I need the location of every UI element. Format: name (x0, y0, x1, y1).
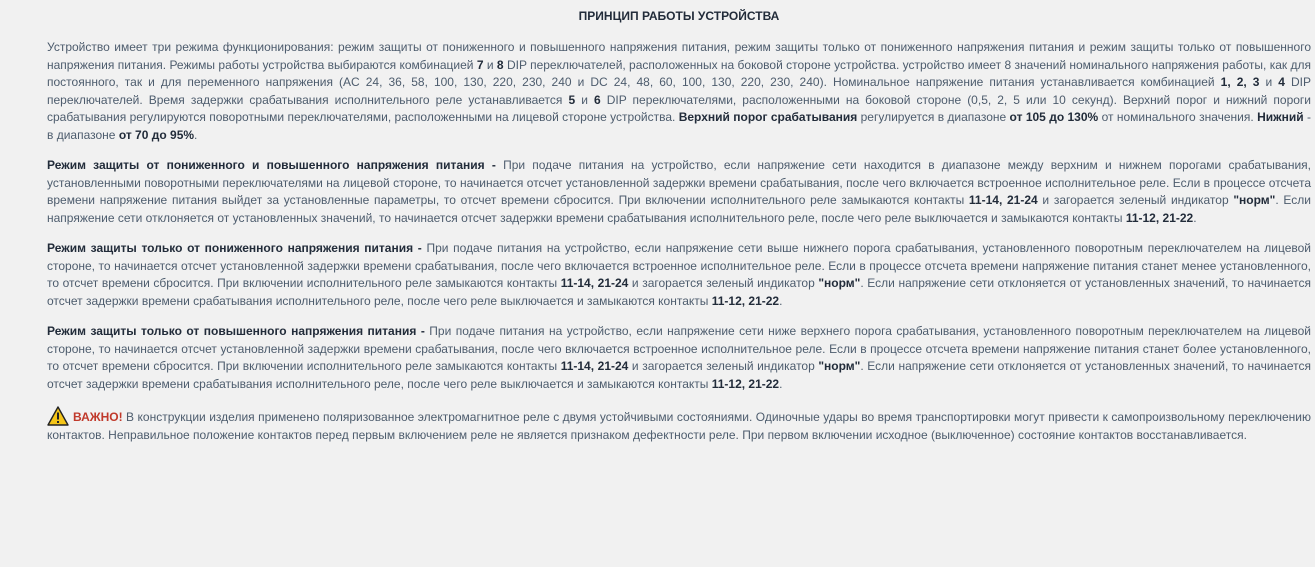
intro-text-2: и (483, 57, 497, 72)
mode-over-contacts-off: 11-12, 21-22 (711, 376, 780, 391)
warning-icon (47, 406, 69, 426)
intro-text-3: DIP переключателей, расположенных на боковой стороне устройства. устройство имеет 8 значений номинального напряжения работы, как для постоянного, так и для переменного напряжения (AC 24, 36, 58, 100, 130, 220, 230, 240 и DC 24, 48, 60, 100, 130, 220, 230, 240). Номинальное напряжение питания устанавливается комбинацией (47, 57, 1311, 89)
warning-paragraph (47, 406, 1311, 444)
intro-text-6: и (575, 92, 594, 107)
mode-over-paragraph (47, 323, 1311, 393)
intro-bold-6: 6 (593, 92, 601, 107)
mode-under-text-3: . Если напряжение сети отклоняется от установленных значений, то начинается отсчет задержки времени срабатывания исполнительного реле, после чего реле выключается и замыкаются контакты (47, 276, 1311, 308)
mode-under-indicator: "норм" (818, 276, 861, 290)
intro-text-1: Устройство имеет три режима функционирования: режим защиты от пониженного и повышенного напряжения питания, режим защиты только от пониженного напряжения питания и режим защиты только от повышенного напряжения питания. Режимы работы устройства выбираются комбинацией (47, 40, 1311, 72)
intro-bold-5: 5 (568, 92, 576, 107)
page-title: ПРИНЦИП РАБОТЫ УСТРОЙСТВА (578, 9, 780, 23)
intro-text-7: DIP переключателями, расположенными на боковой стороне (0,5, 2, 5 или 10 секунд). Верхний порог и нижний пороги срабатывания регулируются поворотными переключателями, расположенными на лицевой стороне устройства. (47, 92, 1312, 124)
mode-both-contacts-off: 11-12, 21-22 (1125, 210, 1194, 225)
mode-over-indicator: "норм" (818, 359, 861, 373)
intro-paragraph (47, 39, 1311, 144)
mode-under-text-4: . (779, 293, 783, 308)
intro-bold-2: 8 (496, 57, 504, 72)
intro-text-8: регулируется в диапазоне (857, 110, 1010, 124)
intro-text-11: . (194, 127, 198, 142)
mode-over-text-2: и загорается зеленый индикатор (628, 359, 819, 373)
mode-over-text-3: . Если напряжение сети отклоняется от установленных значений, то начинается отсчет задержки времени срабатывания исполнительного реле, после чего реле выключается и замыкаются контакты (47, 359, 1311, 391)
intro-text-9: от номинального значения. (1098, 110, 1258, 124)
mode-under-text-1: При подаче питания на устройство, если напряжение сети выше нижнего порога срабатывания, установленного поворотным переключателем на лицевой стороне, то начинается отсчет установленной задержки времени срабатывания, после чего включается встроенное исполнительное реле. Если в процессе отсчета времени напряжение питания станет менее установленного, то отсчет времени сбросится. При включении исполнительного реле замыкаются контакты (47, 241, 1311, 290)
warning-text: В конструкции изделия применено поляризованное электромагнитное реле с двумя устойчивыми состояниями. Одиночные удары во время транспортировки могут привести к самопроизвольному переключению контактов. Неправильное положение контактов перед первым включением реле не является признаком дефектности реле. При первом включении исходное (выключенное) состояние контактов восстанавливается. (47, 410, 1311, 442)
mode-under-heading: Режим защиты только от пониженного напряжения питания - (47, 241, 422, 255)
mode-over-text-4: . (779, 376, 783, 391)
mode-under-text-2: и загорается зеленый индикатор (628, 276, 819, 290)
mode-both-text-1: При подаче питания на устройство, если напряжение сети находится в диапазоне между верхним и нижнем порогами срабатывания, установленными поворотными переключателями на лицевой стороне, то начинается отсчет установленной задержки времени срабатывания, после чего включается встроенное исполнительное реле. Если в процессе отсчета времени напряжение питания выйдет за установленные параметры, то отсчет времени сбросится. При включении исполнительного реле замыкаются контакты (47, 158, 1312, 207)
mode-both-text-4: . (1193, 210, 1197, 225)
mode-both-text-3: . Если напряжение сети отклоняется от установленных значений, то начинается отсчет задержки времени срабатывания исполнительного реле, после чего реле выключается и замыкаются контакты (47, 193, 1311, 225)
intro-bold-4: 4 (1278, 75, 1285, 89)
mode-over-contacts-on: 11-14, 21-24 (560, 359, 629, 373)
mode-over-text-1: При подаче питания на устройство, если напряжение сети ниже верхнего порога срабатывания, установленного поворотным переключателем на лицевой стороне, то начинается отсчет установленной задержки времени срабатывания, после чего включается встроенное исполнительное реле. Если в процессе отсчета времени напряжение питания станет более установленного, то отсчет времени сбросится. При включении исполнительного реле замыкаются контакты (47, 324, 1311, 373)
intro-bold-10: от 70 до 95% (118, 127, 195, 142)
intro-bold-1: 7 (476, 57, 484, 72)
mode-under-paragraph (47, 240, 1311, 310)
intro-bold-3: 1, 2, 3 (1220, 75, 1260, 89)
mode-under-contacts-on: 11-14, 21-24 (560, 276, 629, 290)
intro-text-4: и (1259, 75, 1279, 89)
intro-text-10: - в диапазоне (47, 110, 1311, 142)
intro-bold-7: Верхний порог срабатывания (678, 110, 858, 124)
intro-bold-9: Нижний (1257, 110, 1304, 124)
mode-over-heading: Режим защиты только от повышенного напряжения питания - (47, 324, 425, 338)
mode-both-heading: Режим защиты от пониженного и повышенного напряжения питания - (47, 158, 496, 172)
mode-both-paragraph (47, 157, 1311, 227)
mode-both-contacts-on: 11-14, 21-24 (968, 193, 1038, 207)
intro-text-5: DIP переключателей. Время задержки срабатывания исполнительного реле устанавливается (47, 75, 1312, 107)
intro-bold-8: от 105 до 130% (1009, 110, 1099, 124)
mode-both-text-2: и загорается зеленый индикатор (1037, 193, 1234, 207)
warning-label: ВАЖНО! (73, 410, 123, 424)
mode-both-indicator: "норм" (1233, 193, 1276, 207)
mode-under-contacts-off: 11-12, 21-22 (711, 293, 780, 308)
